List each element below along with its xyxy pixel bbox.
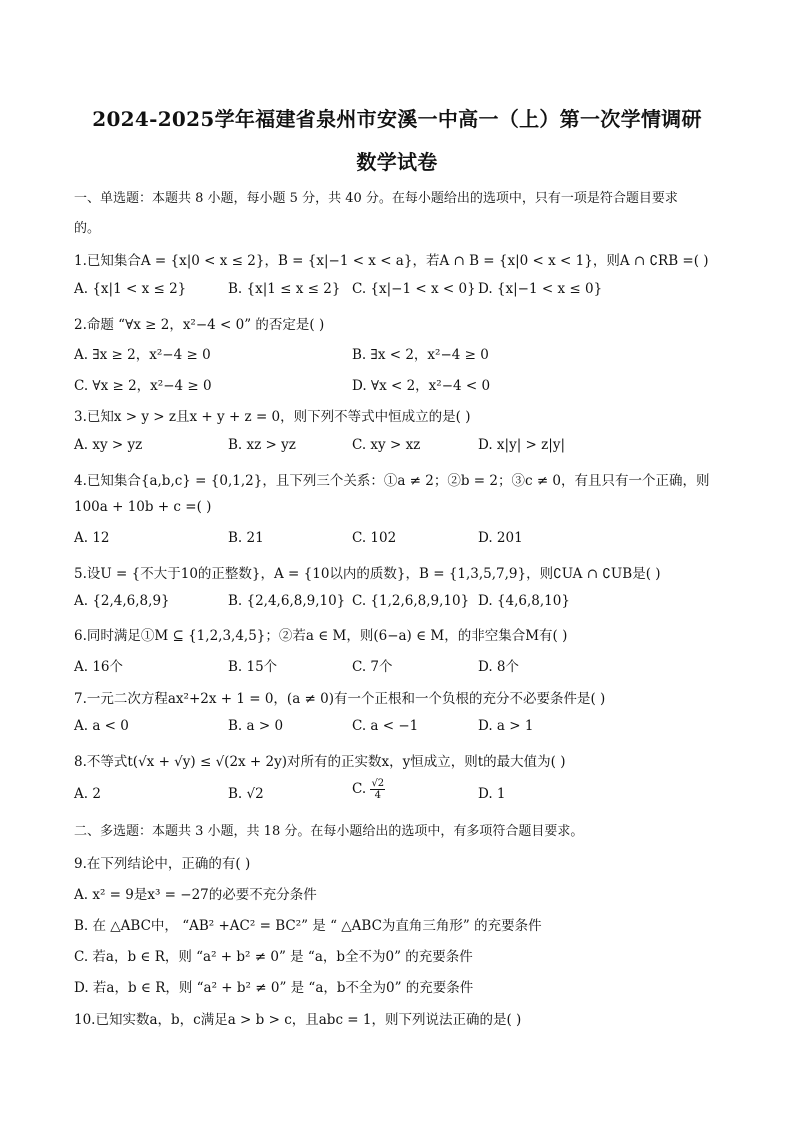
q8-option-c-fraction <box>370 778 385 801</box>
q2-stem: 2.命题 “∀x ≥ 2，x²−4 < 0” 的否定是( ) <box>74 317 325 333</box>
q1-option-a: A. {x|1 < x ≤ 2} <box>74 281 187 297</box>
q3-option-a: A. xy > yz <box>74 437 143 453</box>
q5-option-d: D. {4,6,8,10} <box>478 593 570 609</box>
exam-title: 2024-2025学年福建省泉州市安溪一中高一（上）第一次学情调研 <box>92 107 702 131</box>
q4-stem: 4.已知集合{a,b,c} = {0,1,2}，且下列三个关系：①a ≠ 2；②b = 2；③c ≠ 0，有且只有一个正确，则 <box>74 473 710 489</box>
q4-option-c: C. 102 <box>352 530 397 546</box>
q6-option-d: D. 8个 <box>478 659 520 675</box>
q9-option-a: A. x² = 9是x³ = −27的必要不充分条件 <box>74 887 317 903</box>
q1-option-b: B. {x|1 ≤ x ≤ 2} <box>228 281 341 297</box>
q4-stem-cont: 100a + 10b + c =( ) <box>74 499 212 515</box>
q1-option-d: D. {x|−1 < x ≤ 0} <box>478 281 603 297</box>
q3-option-d: D. x|y| > z|y| <box>478 437 565 453</box>
q8-stem: 8.不等式t(√x + √y) ≤ √(2x + 2y)对所有的正实数x，y恒成立，则t的最大值为( ) <box>74 754 566 770</box>
q9-option-c: C. 若a，b ∈ R，则 “a² + b² ≠ 0” 是 “a，b全不为0” 的充要条件 <box>74 949 473 965</box>
q6-option-b: B. 15个 <box>228 659 278 675</box>
q2-option-d: D. ∀x < 2，x²−4 < 0 <box>352 378 491 394</box>
section1-header-cont: 的。 <box>74 221 101 236</box>
q5-option-b: B. {2,4,6,8,9,10} <box>228 593 346 609</box>
q8-option-b: B. √2 <box>228 786 264 802</box>
q8-option-c-denominator: 4 <box>374 790 381 801</box>
q7-stem: 7.一元二次方程ax²+2x + 1 = 0，(a ≠ 0)有一个正根和一个负根的充分不必要条件是( ) <box>74 691 606 707</box>
q6-option-a: A. 16个 <box>74 659 124 675</box>
q4-option-d: D. 201 <box>478 530 523 546</box>
q9-option-d: D. 若a，b ∈ R，则 “a² + b² ≠ 0” 是 “a，b不全为0” 的充要条件 <box>74 980 474 996</box>
q2-option-b: B. ∃x < 2，x²−4 ≥ 0 <box>352 347 489 363</box>
q4-option-a: A. 12 <box>74 530 110 546</box>
q3-stem: 3.已知x > y > z且x + y + z = 0，则下列不等式中恒成立的是( ) <box>74 409 471 425</box>
section1-header: 一、单选题：本题共 8 小题，每小题 5 分，共 40 分。在每小题给出的选项中，只有一项是符合题目要求 <box>74 191 678 206</box>
q9-stem: 9.在下列结论中，正确的有( ) <box>74 856 251 872</box>
q8-option-d: D. 1 <box>478 786 506 802</box>
q3-option-b: B. xz > yz <box>228 437 296 453</box>
q7-option-a: A. a < 0 <box>74 718 129 734</box>
q7-option-b: B. a > 0 <box>228 718 284 734</box>
q8-option-c <box>352 778 385 801</box>
q8-option-c-numerator: √2 <box>371 778 385 789</box>
q2-option-c: C. ∀x ≥ 2，x²−4 ≥ 0 <box>74 378 212 394</box>
q6-stem: 6.同时满足①M ⊆ {1,2,3,4,5}；②若a ∈ M，则(6−a) ∈ M，的非空集合M有( ) <box>74 628 568 644</box>
q5-option-c: C. {1,2,6,8,9,10} <box>352 593 470 609</box>
q8-option-a: A. 2 <box>74 786 101 802</box>
q1-stem: 1.已知集合A = {x|0 < x ≤ 2}，B = {x|−1 < x < a}，若A ∩ B = {x|0 < x < 1}，则A ∩ ∁RB =( ) <box>74 253 709 269</box>
q1-option-c: C. {x|−1 < x < 0} <box>352 281 476 297</box>
q3-option-c: C. xy > xz <box>352 437 421 453</box>
q10-stem: 10.已知实数a，b，c满足a > b > c，且abc = 1，则下列说法正确的是( ) <box>74 1012 522 1028</box>
q4-option-b: B. 21 <box>228 530 264 546</box>
q8-option-c-label: C. <box>352 781 367 797</box>
q7-option-c: C. a < −1 <box>352 718 419 734</box>
q5-stem: 5.设U = {不大于10的正整数}，A = {10以内的质数}，B = {1,3,5,7,9}，则∁UA ∩ ∁UB是( ) <box>74 566 661 582</box>
exam-subtitle: 数学试卷 <box>356 150 438 174</box>
section2-header: 二、多选题：本题共 3 小题，共 18 分。在每小题给出的选项中，有多项符合题目要求。 <box>74 824 584 839</box>
q2-option-a: A. ∃x ≥ 2，x²−4 ≥ 0 <box>74 347 211 363</box>
q6-option-c: C. 7个 <box>352 659 393 675</box>
q7-option-d: D. a > 1 <box>478 718 534 734</box>
q9-option-b: B. 在 △ABC中， “AB² +AC² = BC²” 是 “ △ABC为直角三角形” 的充要条件 <box>74 918 542 934</box>
q5-option-a: A. {2,4,6,8,9} <box>74 593 170 609</box>
